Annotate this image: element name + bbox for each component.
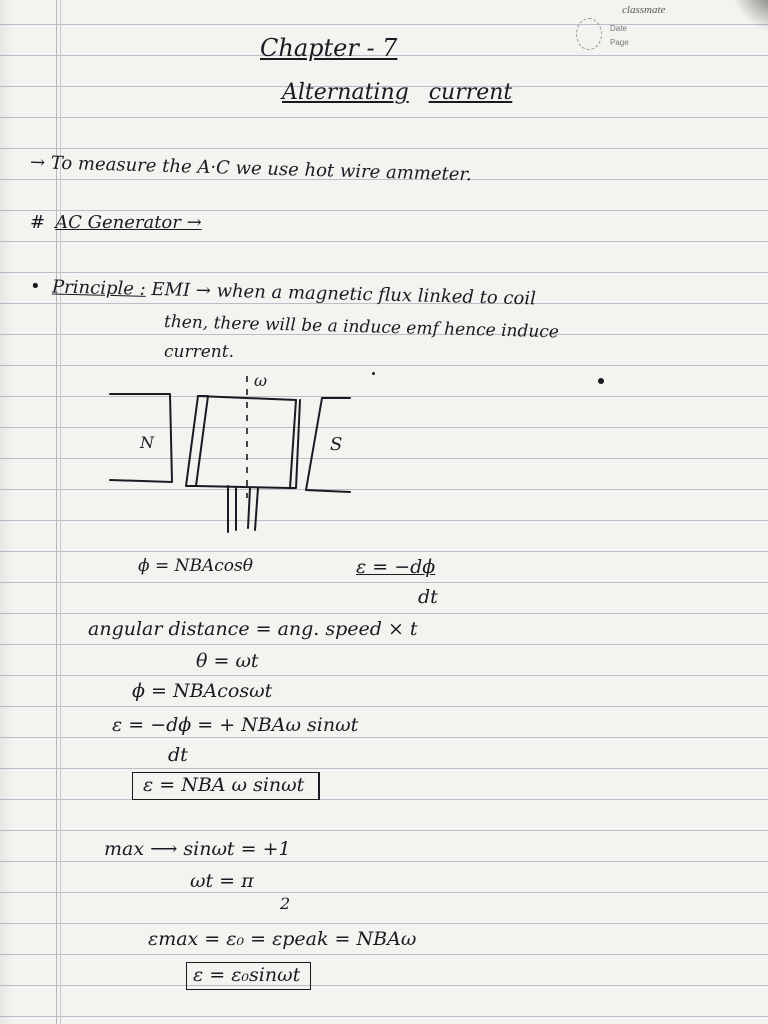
- chapter-subtitle: [282, 80, 512, 105]
- equation-flux: ϕ = NBAcosθ: [138, 556, 253, 576]
- equation-wt-denominator: 2: [280, 894, 291, 913]
- equation-flux-cos: ϕ = NBAcosωt: [132, 680, 273, 702]
- brand-logo: classmate: [622, 4, 666, 16]
- line-measure: → To measure the A·C we use hot wire ammeter.: [29, 152, 473, 186]
- equation-theta: θ = ωt: [196, 650, 259, 672]
- lead-4: [255, 488, 258, 530]
- principle-label: Principle :: [51, 276, 146, 300]
- equation-wt: ωt = π: [190, 870, 254, 892]
- north-label: N: [140, 433, 154, 452]
- generator-sketch: [100, 370, 380, 545]
- equation-max: max ⟶ sinωt = +1: [104, 838, 291, 860]
- subtitle-word-2: current: [428, 80, 513, 105]
- heading-ac-generator: [30, 212, 202, 233]
- principle-text: EMI → when a magnetic flux linked to coil: [145, 278, 537, 310]
- equation-emax: εmax = ε₀ = εpeak = NBAω: [148, 928, 417, 950]
- heading-text: AC Generator →: [55, 212, 202, 233]
- lead-3: [248, 488, 250, 528]
- line-principle-cont-2: current.: [164, 342, 234, 362]
- boxed-result-emf: ε = NBA ω sinωt: [132, 772, 320, 800]
- coil-right-edge: [290, 400, 300, 488]
- line-principle: [30, 276, 536, 309]
- coil-left-edge: [186, 396, 208, 486]
- page-field: Page: [610, 38, 629, 47]
- rotation-omega-label: ω: [254, 371, 268, 390]
- subtitle-word-1: Alternating: [282, 80, 409, 105]
- equation-emf: ε = −dϕ: [356, 556, 436, 578]
- heading-marker: #: [30, 212, 46, 233]
- coil-top-edge: [198, 396, 296, 400]
- equation-angular-distance: angular distance = ang. speed × t: [88, 618, 418, 640]
- equation-emf-derivative: ε = −dϕ = + NBAω sinωt: [112, 714, 359, 736]
- equation-emf-derivative-denominator: dt: [168, 744, 188, 766]
- equation-emf-denominator: dt: [418, 586, 438, 608]
- south-label: S: [330, 434, 343, 455]
- line-principle-cont-1: then, there will be a induce emf hence induce: [163, 312, 560, 343]
- coil-bottom-edge: [196, 486, 290, 488]
- chapter-title: Chapter - 7: [260, 34, 398, 62]
- bullet-icon: •: [29, 276, 41, 298]
- boxed-result-final: ε = ε₀sinωt: [186, 962, 311, 990]
- ink-dot: [598, 378, 604, 384]
- date-field: Date: [610, 24, 627, 33]
- corner-shadow: [718, 0, 768, 30]
- brand-oval: [576, 18, 602, 50]
- ac-generator-diagram: [100, 370, 380, 545]
- south-magnet-shape: [306, 398, 350, 492]
